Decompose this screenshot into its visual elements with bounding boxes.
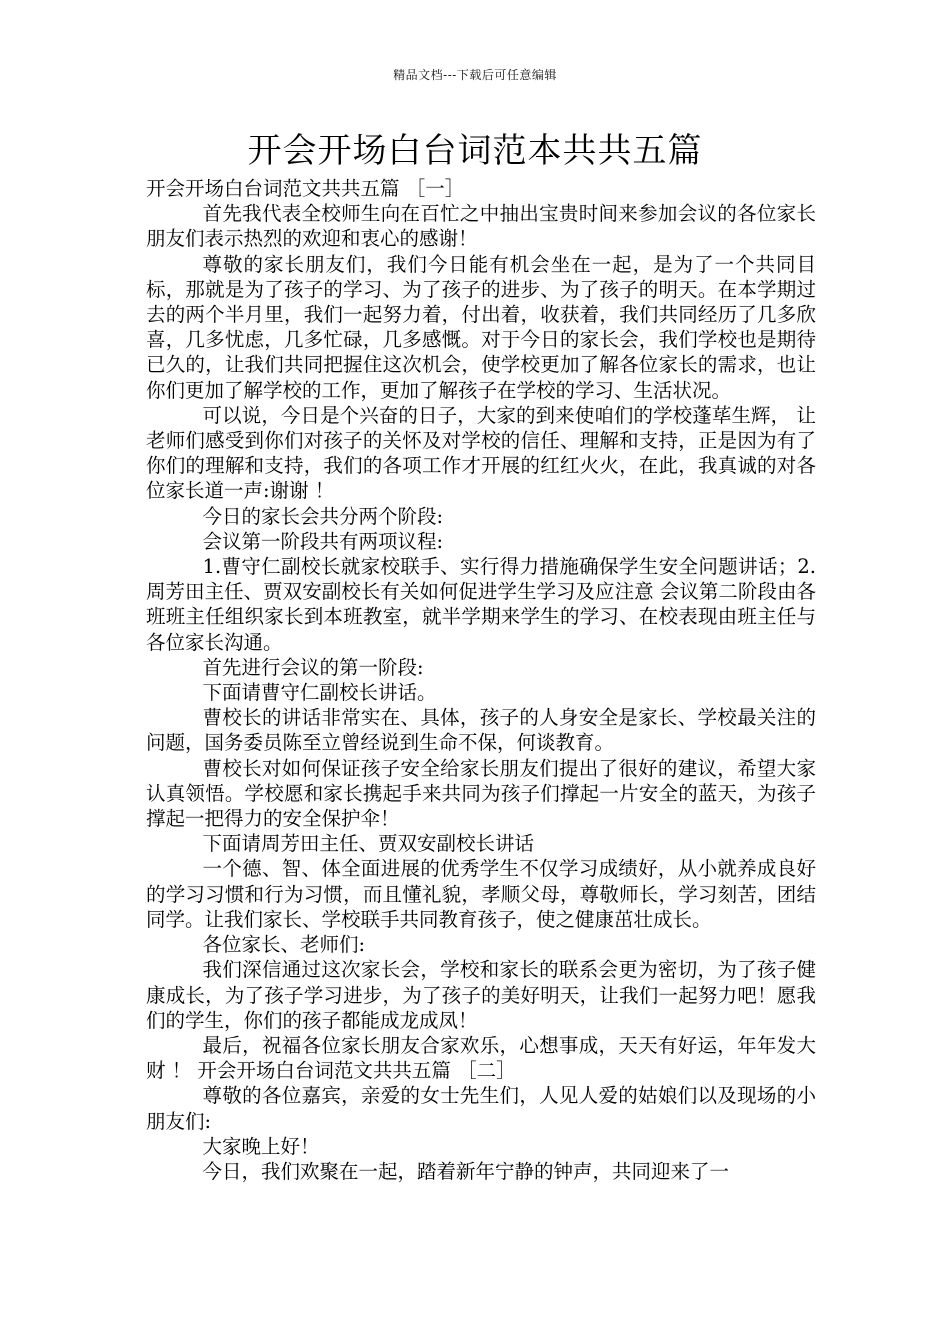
paragraph: 曹校长对如何保证孩子安全给家长朋友们提出了很好的建议，希望大家认真领悟。学校愿和家长携起手来共同为孩子们撑起一片安全的蓝天，为孩子撑起一把得力的安全保护伞！ xyxy=(146,756,816,831)
paragraph: 最后，祝福各位家长朋友合家欢乐，心想事成，天天有好运，年年发大财 ！ 开会开场白台词范文共共五篇 ［二］ xyxy=(146,1033,816,1083)
paragraph: 我们深信通过这次家长会，学校和家长的联系会更为密切，为了孩子健康成长，为了孩子学习进步，为了孩子的美好明天，让我们一起努力吧！愿我们的学生，你们的孩子都能成龙成凤！ xyxy=(146,958,816,1032)
paragraph: 大家晚上好！ xyxy=(202,1134,320,1158)
paragraph: 曹校长的讲话非常实在、具体，孩子的人身安全是家长、学校最关注的问题，国务委员陈至立曾经说到生命不保，何谈教育。 xyxy=(146,706,816,755)
paragraph: 下面请曹守仁副校长讲话。 xyxy=(202,681,437,705)
paragraph: 尊敬的各位嘉宾，亲爱的女士先生们，人见人爱的姑娘们以及现场的小朋友们: xyxy=(146,1084,816,1133)
document-title: 开会开场白台词范本共共五篇 xyxy=(247,131,703,171)
paragraph: 可以说，今日是个兴奋的日子，大家的到来使咱们的学校蓬荜生辉， 让老师们感受到你们对孩子的关怀及对学校的信任、理解和支持，正是因为有了你们的理解和支持，我们的各项工作才开展的红红火火，在此，我真诚的对各位家长道一声:谢谢 ！ xyxy=(146,403,816,503)
paragraph: 各位家长、老师们: xyxy=(202,933,366,957)
paragraph: 一个德、智、体全面进展的优秀学生不仅学习成绩好，从小就养成良好的学习习惯和行为习惯，而且懂礼貌，孝顺父母，尊敬师长，学习刻苦，团结同学。让我们家长、学校联手共同教育孩子，使之健康茁壮成长。 xyxy=(146,857,816,931)
paragraph: 会议第一阶段共有两项议程: xyxy=(202,529,444,553)
paragraph: 下面请周芳田主任、贾双安副校长讲话 xyxy=(202,832,535,856)
paragraph: 尊敬的家长朋友们，我们今日能有机会坐在一起，是为了一个共同目标，那就是为了孩子的学习、为了孩子的进步、为了孩子的明天。在本学期过去的两个半月里，我们一起努力着，付出着，收获着，我们共同经历了几多欣喜，几多忧虑，几多忙碌，几多感慨。对于今日的家长会，我们学校也是期待已久的，让我们共同把握住这次机会，使学校更加了解各位家长的需求，也让你们更加了解学校的工作，更加了解孩子在学校的学习、生活状况。 xyxy=(146,252,816,402)
paragraph: 今日，我们欢聚在一起，踏着新年宁静的钟声，共同迎来了一 xyxy=(202,1159,730,1183)
paragraph: 今日的家长会共分两个阶段: xyxy=(202,504,444,528)
paragraph: 1.曹守仁副校长就家校联手、实行得力措施确保学生安全问题讲话；2.周芳田主任、贾双安副校长有关如何促进学生学习及应注意 会议第二阶段由各班班主任组织家长到本班教室，就半学期来学生的学习、在校表现由班主任与各位家长沟通。 xyxy=(146,555,816,654)
section-heading: 开会开场白台词范文共共五篇 ［一］ xyxy=(146,177,465,200)
paragraph: 首先进行会议的第一阶段: xyxy=(202,655,424,679)
document-body xyxy=(146,176,816,1184)
paragraph: 首先我代表全校师生向在百忙之中抽出宝贵时间来参加会议的各位家长朋友们表示热烈的欢迎和衷心的感谢！ xyxy=(146,202,816,251)
header-note: 精品文档---下载后可任意编辑 xyxy=(393,68,557,82)
